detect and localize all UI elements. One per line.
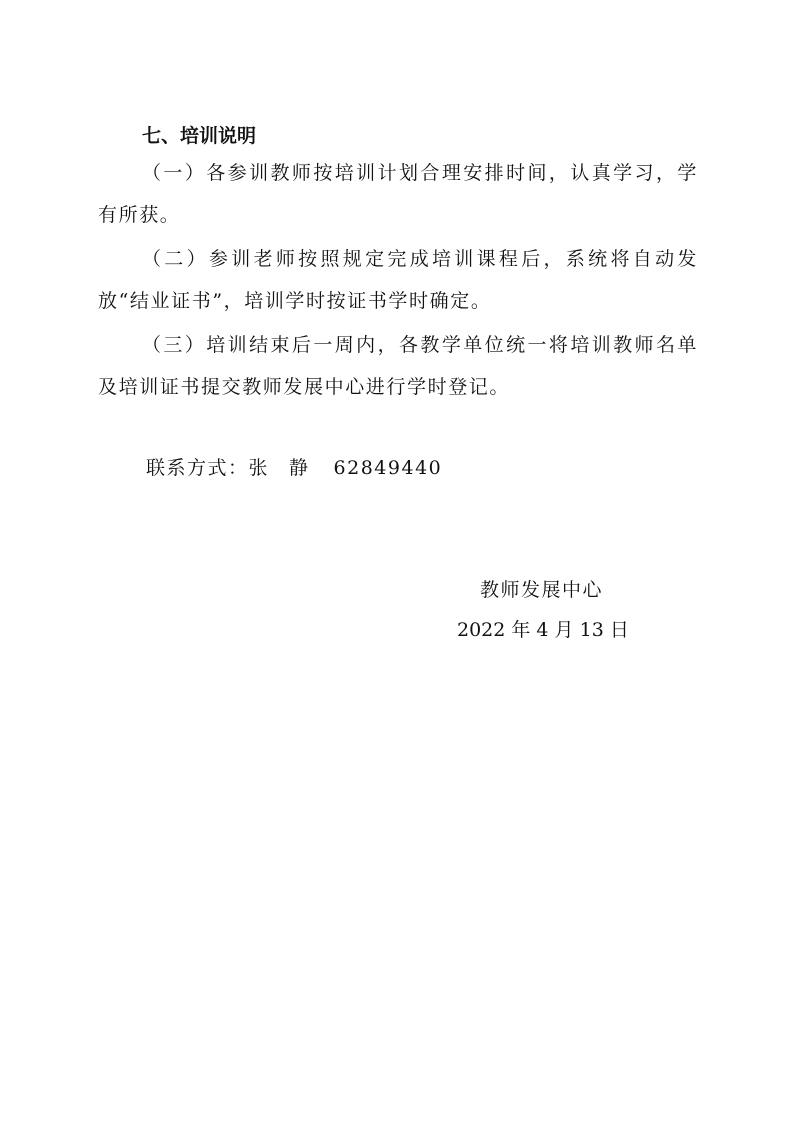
- paragraph-1: （一）各参训教师按培训计划合理安排时间，认真学习，学有所获。: [98, 162, 698, 226]
- signature-date: 2022 年 4 月 13 日: [457, 619, 629, 641]
- signature-org: 教师发展中心: [480, 579, 604, 601]
- contact-label: 联系方式：: [146, 457, 249, 479]
- contact-name-first: 张: [248, 457, 270, 479]
- contact-line: [146, 454, 442, 482]
- section-heading: 七、培训说明: [142, 125, 257, 147]
- paragraph-2: （二）参训老师按照规定完成培训课程后，系统将自动发放“结业证书”，培训学时按证书学时确定。: [98, 248, 698, 312]
- contact-phone: 62849440: [333, 457, 443, 479]
- contact-name-second: 静: [289, 457, 310, 479]
- paragraph-3: （三）培训结束后一周内，各教学单位统一将培训教师名单及培训证书提交教师发展中心进行学时登记。: [98, 334, 698, 398]
